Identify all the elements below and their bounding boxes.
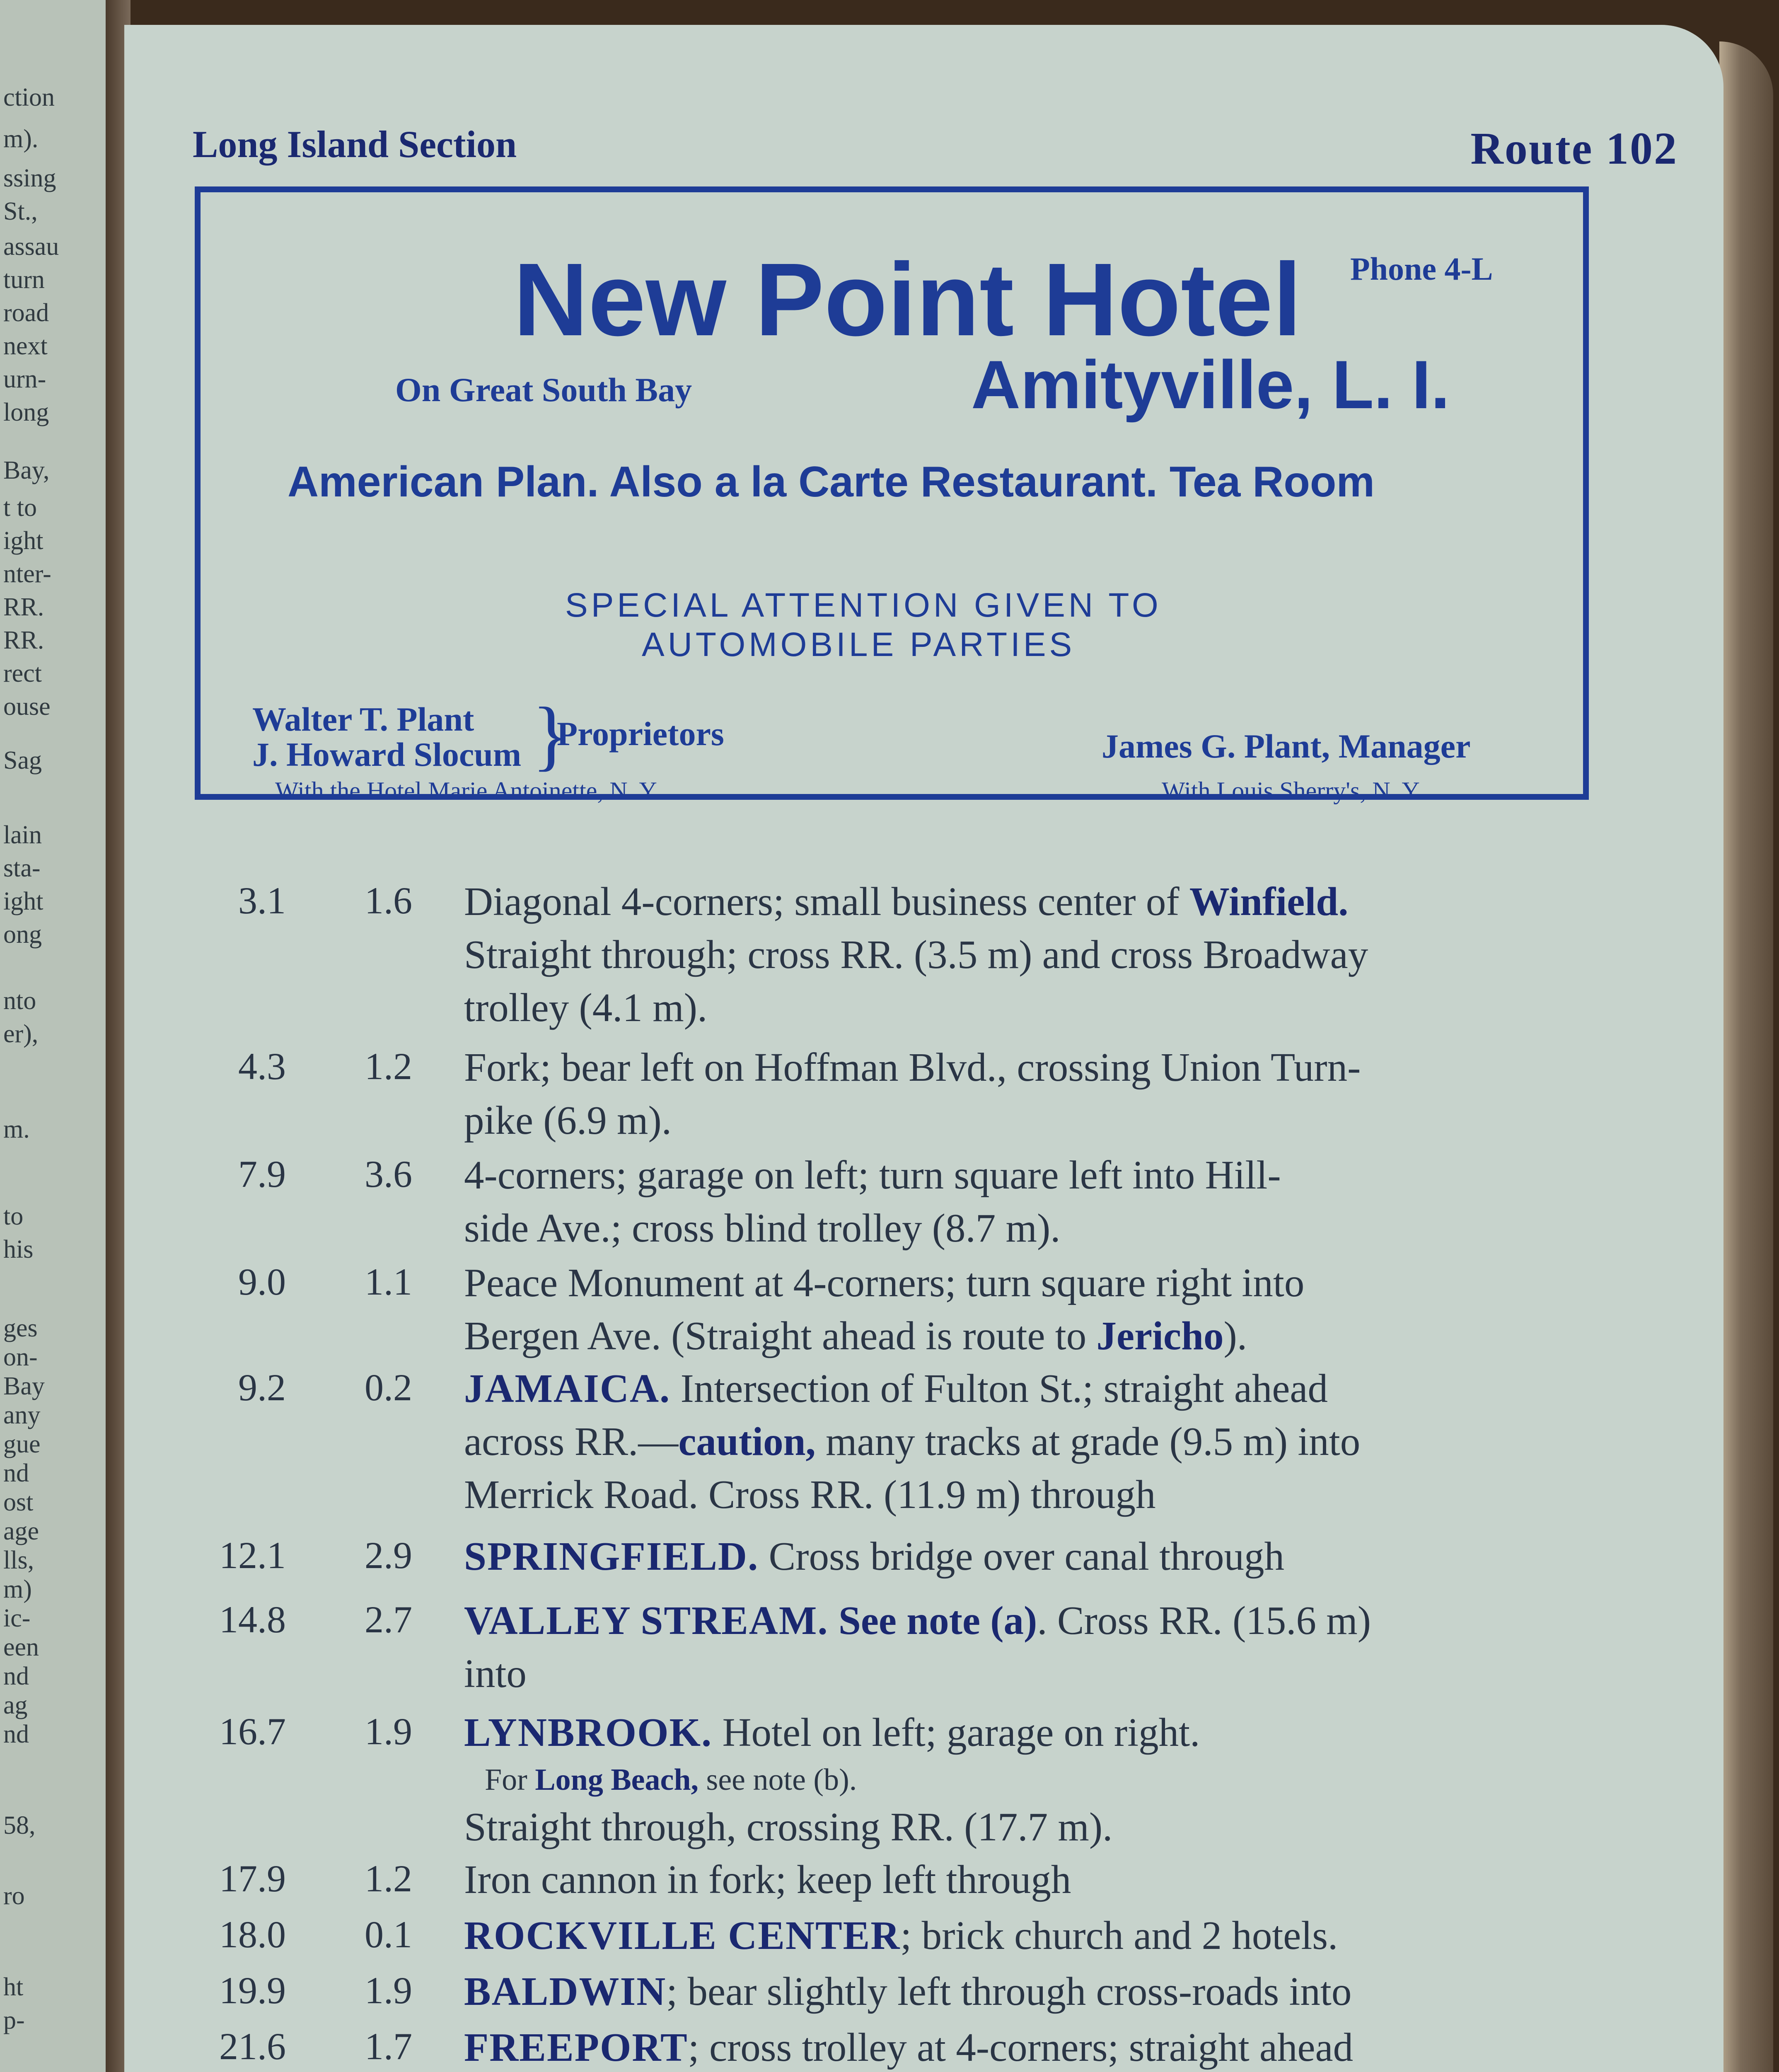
segment-mileage: 1.7 xyxy=(365,2025,412,2067)
facing-page-fragment: assau xyxy=(3,232,59,261)
direction-line xyxy=(464,2024,1353,2070)
facing-page-fragment: nd xyxy=(3,1720,29,1748)
direction-line xyxy=(464,985,707,1031)
direction-text: trolley (4.1 m). xyxy=(464,985,708,1030)
segment-mileage: 3.6 xyxy=(365,1153,412,1195)
direction-line xyxy=(464,1205,1061,1251)
route-number: Route 102 xyxy=(1470,123,1678,174)
facing-page-fragment: ong xyxy=(3,920,42,949)
cumulative-mileage: 17.9 xyxy=(219,1857,286,1900)
facing-page-fragment: next xyxy=(3,332,48,360)
facing-page-fragment: ag xyxy=(3,1691,28,1719)
cumulative-mileage: 18.0 xyxy=(219,1913,286,1956)
facing-page-fragment: nd xyxy=(3,1459,29,1487)
hotel-name: New Point Hotel xyxy=(513,242,1302,357)
place-name: ROCKVILLE CENTER xyxy=(464,1913,901,1958)
segment-mileage: 1.9 xyxy=(365,1710,412,1752)
direction-line xyxy=(464,1804,1112,1850)
facing-page-fragment: t to xyxy=(3,494,37,522)
segment-mileage: 1.2 xyxy=(365,1857,412,1900)
facing-page-fragment: long xyxy=(3,398,49,426)
hotel-plans: American Plan. Also a la Carte Restaurant. Tea Room xyxy=(288,458,1375,506)
facing-page-fragment: lain xyxy=(3,821,42,849)
cumulative-mileage: 4.3 xyxy=(238,1045,286,1087)
facing-page-fragment: ight xyxy=(3,527,44,555)
emphasis-text: Jericho xyxy=(1096,1314,1224,1358)
emphasis-text: Winfield. xyxy=(1189,879,1349,924)
proprietor-2: J. Howard Slocum xyxy=(252,736,522,773)
segment-mileage: 2.7 xyxy=(365,1598,412,1641)
emphasis-text: Long Beach, xyxy=(535,1763,699,1797)
cumulative-mileage: 19.9 xyxy=(219,1969,286,2011)
special-attention-line-2: AUTOMOBILE PARTIES xyxy=(642,626,1076,663)
cumulative-mileage: 9.2 xyxy=(238,1366,286,1409)
place-name: VALLEY STREAM. xyxy=(464,1598,829,1643)
direction-text xyxy=(829,1598,839,1643)
segment-mileage: 1.6 xyxy=(365,879,412,922)
direction-text: see note (b). xyxy=(699,1763,857,1797)
facing-page-fragment: nter- xyxy=(3,560,51,588)
facing-page-fragment: gue xyxy=(3,1430,41,1458)
direction-line xyxy=(464,1598,1371,1644)
direction-line xyxy=(464,1857,1071,1903)
direction-text: across RR.— xyxy=(464,1419,679,1464)
facing-page-fragment: Bay xyxy=(3,1372,45,1400)
segment-mileage: 1.1 xyxy=(365,1261,412,1303)
direction-text: Fork; bear left on Hoffman Blvd., crossing Union Turn- xyxy=(464,1045,1361,1089)
facing-page-fragment: ight xyxy=(3,887,44,915)
direction-line xyxy=(464,1418,1360,1464)
facing-page-fragment: RR. xyxy=(3,626,44,654)
facing-page-fragment: Bay, xyxy=(3,456,50,484)
facing-page-fragment: lls, xyxy=(3,1546,34,1574)
direction-text: pike (6.9 m). xyxy=(464,1098,672,1143)
direction-text: Straight through, crossing RR. (17.7 m). xyxy=(464,1805,1113,1849)
direction-text: Merrick Road. Cross RR. (11.9 m) through xyxy=(464,1472,1156,1517)
place-name: BALDWIN xyxy=(464,1969,667,2014)
cumulative-mileage: 7.9 xyxy=(238,1153,286,1195)
hotel-phone: Phone 4-L xyxy=(1350,251,1493,287)
facing-page-fragment: ction xyxy=(3,83,55,111)
segment-mileage: 2.9 xyxy=(365,1534,412,1576)
segment-mileage: 0.1 xyxy=(365,1913,412,1956)
facing-page-fragment: nto xyxy=(3,987,36,1015)
facing-page-fragment: m). xyxy=(3,125,39,153)
proprietor-1: Walter T. Plant xyxy=(252,700,474,738)
facing-page-fragment: ro xyxy=(3,1882,25,1910)
book-page xyxy=(124,25,1723,2072)
facing-page-fragment: to xyxy=(3,1202,24,1230)
brace-glyph: } xyxy=(532,692,570,779)
facing-page-fragment: ic- xyxy=(3,1604,31,1632)
hotel-manager: James G. Plant, Manager xyxy=(1102,727,1471,765)
facing-page-fragment: sta- xyxy=(3,854,41,882)
cumulative-mileage: 3.1 xyxy=(238,879,286,922)
segment-mileage: 1.9 xyxy=(365,1969,412,2011)
direction-line xyxy=(464,1968,1351,2014)
proprietors-note: With the Hotel Marie Antoinette, N. Y. xyxy=(275,777,660,804)
facing-page-fragment: any xyxy=(3,1401,41,1429)
direction-text: ; brick church and 2 hotels. xyxy=(900,1913,1338,1958)
direction-text: 4-corners; garage on left; turn square left into Hill- xyxy=(464,1153,1281,1197)
facing-page-fragment: 58, xyxy=(3,1811,36,1840)
facing-page-fragment: his xyxy=(3,1235,34,1264)
facing-page-fragment: RR. xyxy=(3,593,44,621)
facing-page-fragment: ges xyxy=(3,1314,38,1342)
direction-line xyxy=(464,1472,1156,1518)
hotel-city: Amityville, L. I. xyxy=(971,346,1450,423)
cumulative-mileage: 14.8 xyxy=(219,1598,286,1641)
segment-mileage: 0.2 xyxy=(365,1366,412,1409)
segment-mileage: 1.2 xyxy=(365,1045,412,1087)
direction-line xyxy=(464,1365,1328,1411)
facing-page-fragment: ost xyxy=(3,1488,34,1516)
direction-text: ; cross trolley at 4-corners; straight ahead xyxy=(688,2025,1354,2070)
direction-text: Bergen Ave. (Straight ahead is route to xyxy=(464,1314,1097,1358)
hotel-advertisement xyxy=(195,186,1589,804)
facing-page-fragment: Sag xyxy=(3,746,42,775)
direction-text: ). xyxy=(1223,1314,1247,1358)
direction-line xyxy=(464,1912,1338,1958)
direction-text: Diagonal 4-corners; small business center of xyxy=(464,879,1189,924)
direction-text: many tracks at grade (9.5 m) into xyxy=(815,1419,1361,1464)
facing-page-fragment: age xyxy=(3,1517,39,1545)
direction-line xyxy=(464,1313,1247,1359)
direction-line xyxy=(464,1260,1304,1306)
facing-page-fragment: on- xyxy=(3,1343,38,1371)
facing-page-fragment: ssing xyxy=(3,164,56,192)
facing-page-fragment: ht xyxy=(3,1973,24,2001)
facing-page-fragment: p- xyxy=(3,2006,25,2034)
cumulative-mileage: 12.1 xyxy=(219,1534,286,1576)
cumulative-mileage: 21.6 xyxy=(219,2025,286,2067)
direction-text: Iron cannon in fork; keep left through xyxy=(464,1857,1071,1902)
direction-text: For xyxy=(485,1763,535,1797)
direction-line xyxy=(464,932,1368,978)
place-name: SPRINGFIELD. xyxy=(464,1534,759,1578)
facing-page-fragment: nd xyxy=(3,1662,29,1690)
direction-text: Hotel on left; garage on right. xyxy=(712,1710,1200,1755)
direction-text: ; bear slightly left through cross-roads into xyxy=(666,1969,1352,2014)
facing-page-fragment: St., xyxy=(3,197,38,225)
direction-line xyxy=(464,1044,1361,1090)
direction-line xyxy=(464,879,1349,925)
cumulative-mileage: 16.7 xyxy=(219,1710,286,1752)
page-stack-edge xyxy=(1719,41,1773,2072)
direction-line xyxy=(464,1152,1281,1198)
facing-page-fragment: een xyxy=(3,1633,39,1661)
hotel-location: On Great South Bay xyxy=(395,371,692,409)
direction-text: into xyxy=(464,1651,527,1696)
direction-text: Intersection of Fulton St.; straight ahead xyxy=(670,1366,1328,1411)
manager-note: With Louis Sherry's, N. Y. xyxy=(1162,777,1423,804)
place-name: LYNBROOK. xyxy=(464,1710,713,1755)
facing-page-fragment: road xyxy=(3,299,49,327)
direction-line xyxy=(464,1097,672,1143)
direction-text: Cross bridge over canal through xyxy=(759,1534,1284,1578)
facing-page-fragment: turn xyxy=(3,266,45,294)
cumulative-mileage: 9.0 xyxy=(238,1261,286,1303)
direction-text: side Ave.; cross blind trolley (8.7 m). xyxy=(464,1206,1061,1250)
special-attention-line-1: SPECIAL ATTENTION GIVEN TO xyxy=(565,586,1162,624)
direction-text: Peace Monument at 4-corners; turn square right into xyxy=(464,1261,1305,1305)
direction-line xyxy=(485,1762,857,1798)
facing-page-edge xyxy=(0,0,108,2072)
direction-line xyxy=(464,1533,1284,1579)
proprietors-label: Proprietors xyxy=(557,715,724,753)
facing-page-fragment: er), xyxy=(3,1020,39,1048)
facing-page-fragment: ouse xyxy=(3,692,51,721)
direction-line xyxy=(464,1709,1200,1755)
emphasis-text: caution, xyxy=(678,1419,816,1464)
emphasis-text: See note (a) xyxy=(838,1598,1037,1643)
place-name: JAMAICA. xyxy=(464,1366,671,1411)
facing-page-fragment: m) xyxy=(3,1575,32,1603)
facing-page-fragment: urn- xyxy=(3,365,46,393)
facing-page-fragment: rect xyxy=(3,659,42,687)
section-title: Long Island Section xyxy=(193,123,517,165)
facing-page-fragment: m. xyxy=(3,1115,30,1143)
direction-line xyxy=(464,1651,527,1697)
direction-text: Straight through; cross RR. (3.5 m) and cross Broadway xyxy=(464,932,1368,977)
place-name: FREEPORT xyxy=(464,2025,688,2070)
direction-text: . Cross RR. (15.6 m) xyxy=(1037,1598,1371,1643)
